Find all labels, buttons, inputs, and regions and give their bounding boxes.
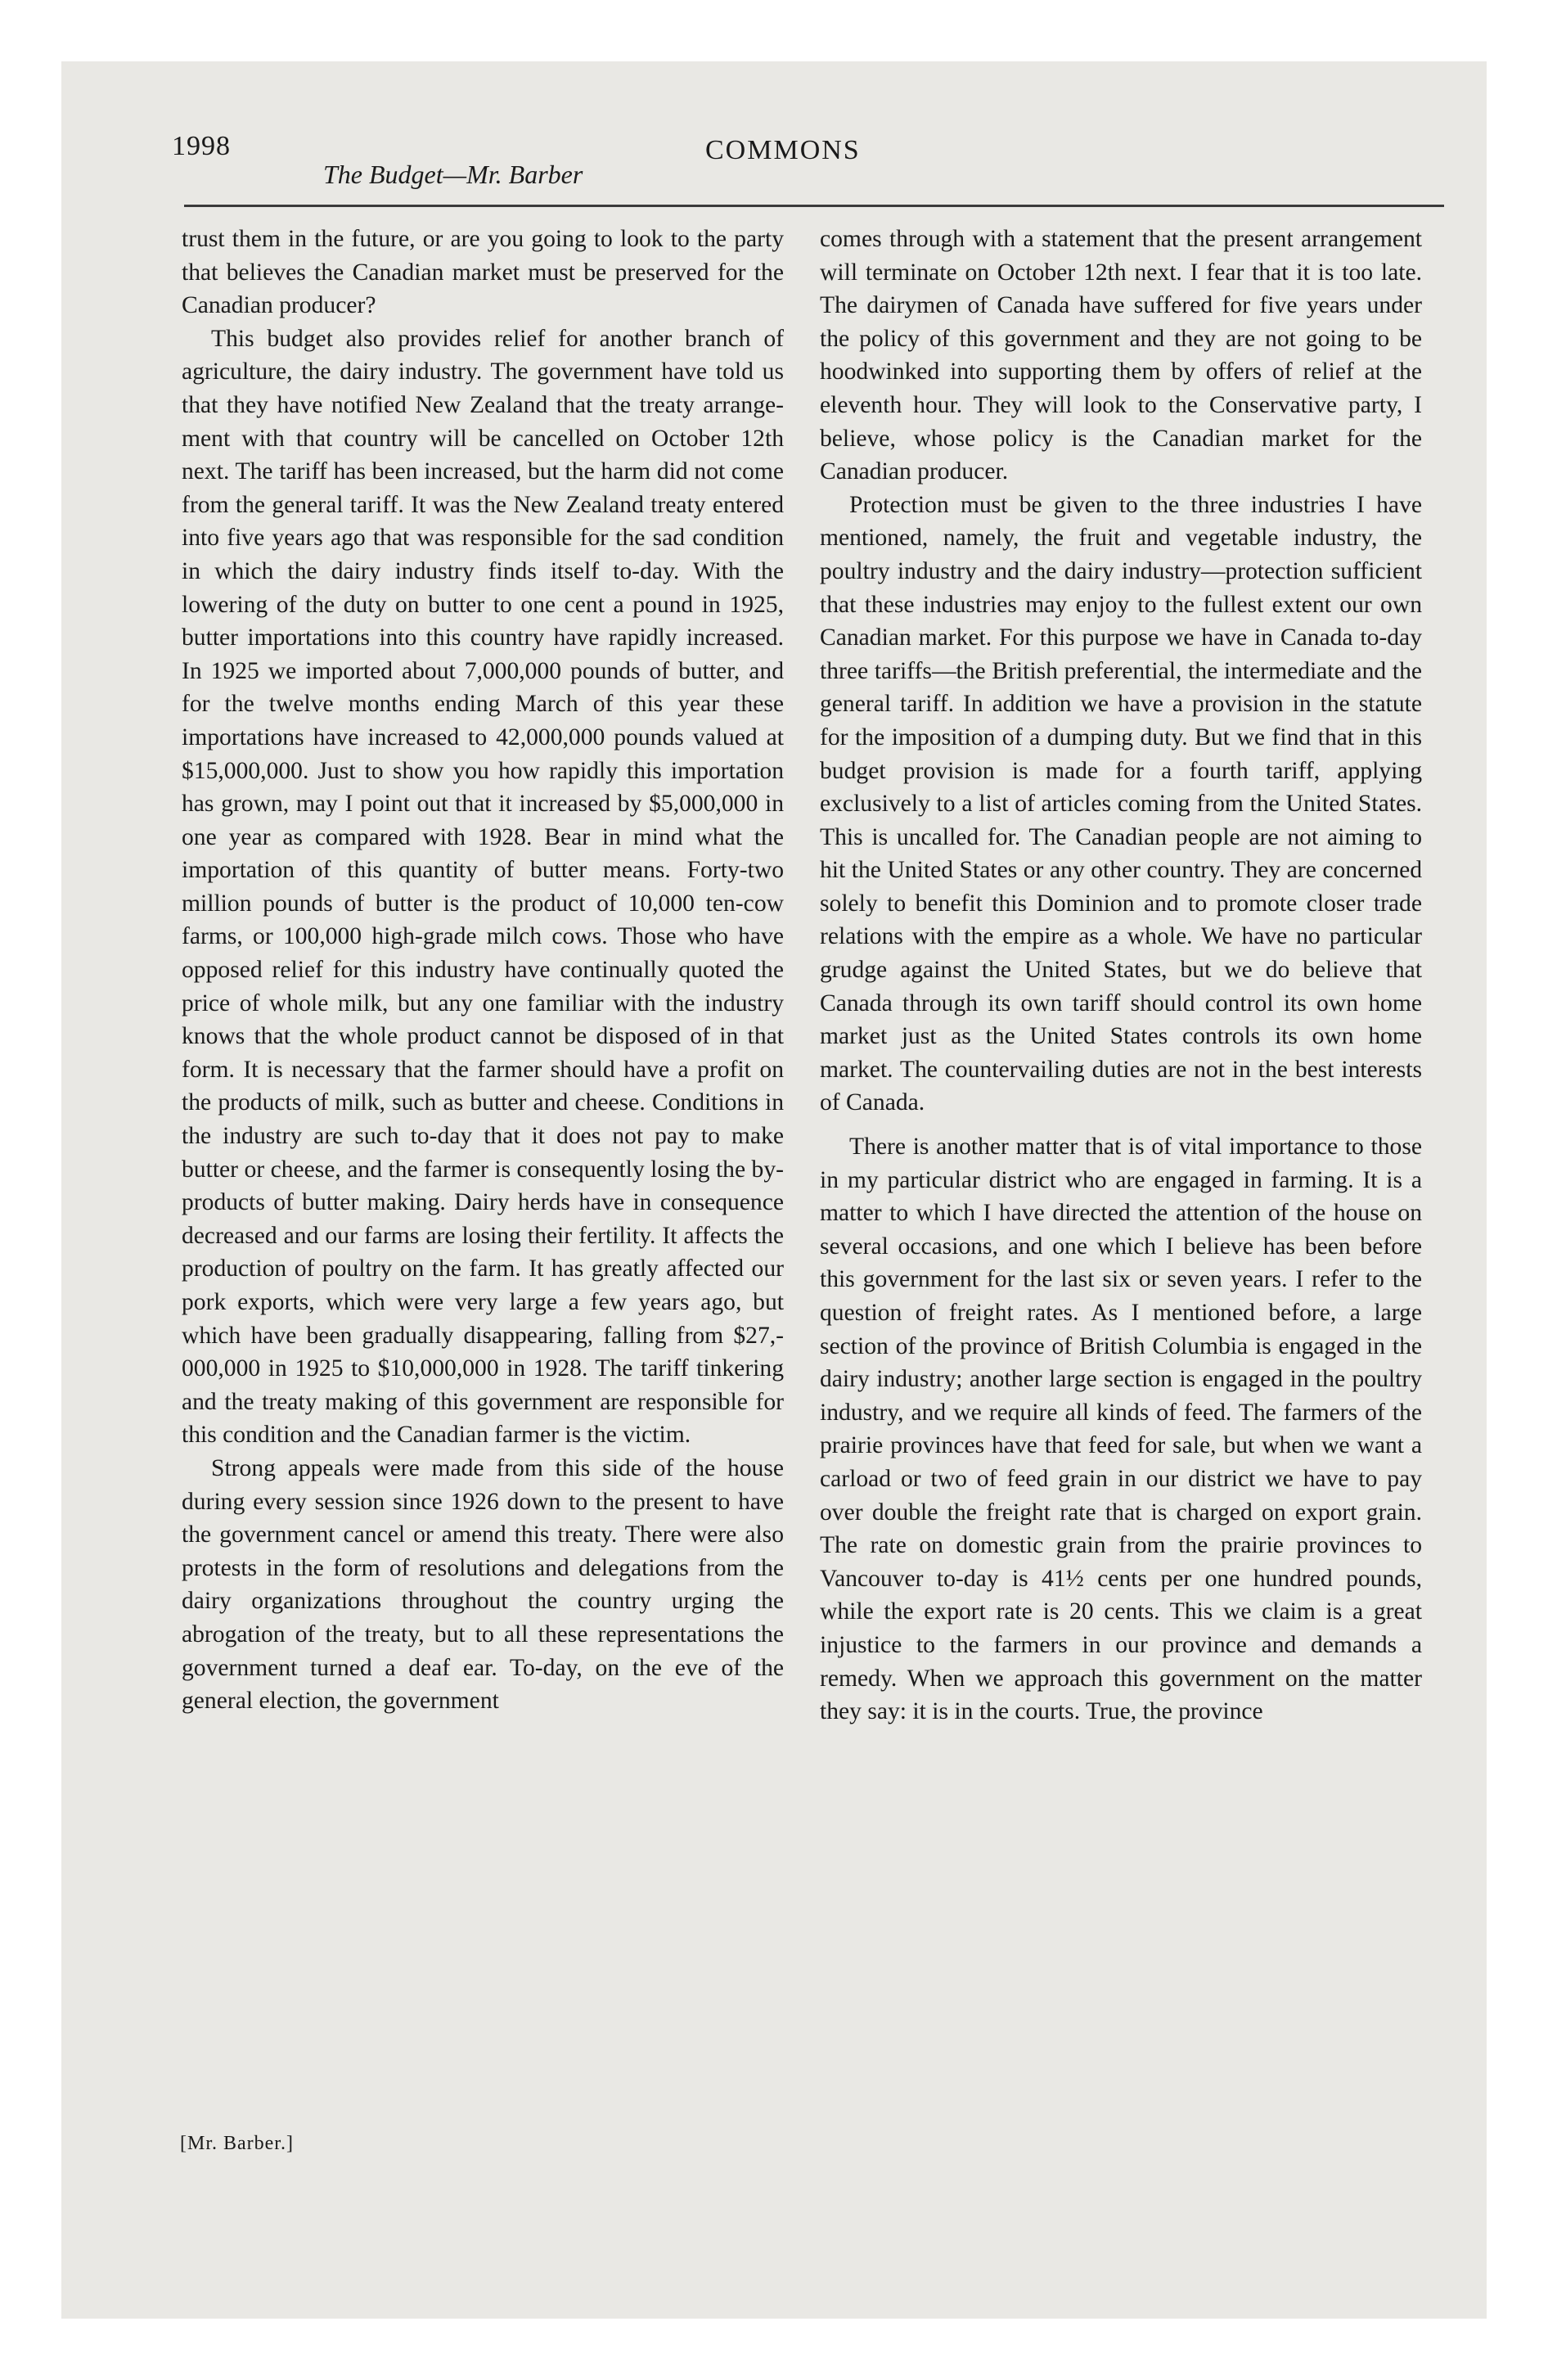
left-column — [182, 223, 784, 1718]
speaker-note: [Mr. Barber.] — [180, 2133, 294, 2154]
left-paragraph-1: trust them in the future, or are you going to look to the party that believes the Canadian market must be preserved for the Canadian producer? — [182, 226, 784, 319]
right-paragraph-2: Protection must be given to the three industries I have mentioned, namely, the fruit and vegetable industry, the poultry industry and the dairy industry—protection sufficient that these industries may enjoy to the fullest extent our own Canadian market. For this purpose we have in Canada to-day three tariffs—the British preferential, the intermediate and the general tariff. In addition we have a provision in the statute for the imposition of a dumping duty. But we find that in this budget provision is made for a fourth tariff, applying exclusively to a list of articles coming from the United States. This is uncalled for. The Canadian people are not aiming to hit the United States or any other country. They are concerned solely to benefit this Dominion and to promote closer trade relations with the empire as a whole. We have no particular grudge against the United States, but we do believe that Canada through its own tariff should control its own home market just as the United States controls its own home market. The countervailing duties are not in the best interests of Canada. — [820, 491, 1422, 1116]
running-head: The Budget—Mr. Barber — [323, 160, 583, 189]
right-column — [820, 223, 1422, 1729]
left-paragraph-2: This budget also provides relief for another branch of agriculture, the dairy industry. The government have told us that they have notified New Zealand that the treaty arrangement with that country will be cancelled on October 12th next. The tariff has been increased, but the harm did not come from the general tariff. It was the New Zealand treaty entered into five years ago that was responsible for the sad condition in which the dairy industry finds itself to-day. With the lowering of the duty on butter to one cent a pound in 1925, butter importations into this country have rapidly increased. In 1925 we imported about 7,000,000 pounds of butter, and for the twelve months ending March of this year these importations have increased to 42,000,000 pounds valued at $15,000,000. Just to show you how rapidly this importation has grown, may I point out that it increased by $5,000,000 in one year as compared with 1928. Bear in mind what the importation of this quantity of butter means. Forty-two million pounds of butter is the product of 10,000 ten-cow farms, or 100,000 high-grade milch cows. Those who have opposed relief for this industry have continually quoted the price of whole milk, but any one familiar with the industry knows that the whole product cannot be disposed of in that form. It is necessary that the farmer should have a profit on the products of milk, such as butter and cheese. Conditions in the industry are such to-day that it does not pay to make butter or cheese, and the farmer is consequently losing the by-products of butter making. Dairy herds have in consequence decreased and our farms are losing their fertility. It affects the production of poultry on the farm. It has greatly affected our pork exports, which were very large a few years ago, but which have been gradually disappearing, falling from $27,000,000 in 1925 to $10,000,000 in 1928. The tariff tinkering and the treaty making of this government are responsible for this condition and the Canadian farmer is the victim. — [182, 325, 784, 1449]
chamber-title: COMMONS — [705, 135, 861, 165]
right-paragraph-3: There is another matter that is of vital importance to those in my particular district who are engaged in farming. It is a matter to which I have directed the attention of the house on several occasions, and one which I believe has been before this government for the last six or seven years. I refer to the question of freight rates. As I mentioned before, a large section of the province of British Columbia is engaged in the dairy industry; another large section is engaged in the poultry industry, and we require all kinds of feed. The farmers of the prairie provinces have that feed for sale, but when we want a carload or two of feed grain in our district we have to pay over double the freight rate that is charged on export grain. The rate on domestic grain from the prairie provinces to Vancouver to-day is 41½ cents per one hundred pounds, while the export rate is 20 cents. This we claim is a great injustice to the farmers in our province and demands a remedy. When we approach this government on the matter they say: it is in the courts. True, the province — [820, 1134, 1422, 1725]
header-rule — [184, 205, 1444, 207]
left-paragraph-3: Strong appeals were made from this side of the house during every session since 1926 down to the present to have the government cancel or amend this treaty. There were also protests in the form of resolutions and delegations from the dairy organizations throughout the country urging the abrogation of the treaty, but to all these representations the government turned a deaf ear. To-day, on the eve of the general election, the government — [182, 1454, 784, 1715]
page-number: 1998 — [172, 131, 231, 161]
right-paragraph-1: comes through with a statement that the present arrangement will terminate on October 12th next. I fear that it is too late. The dairymen of Canada have suffered for five years under the policy of this government and they are not going to be hoodwinked into supporting them by offers of relief at the eleventh hour. They will look to the Conservative party, I believe, whose policy is the Canadian market for the Canadian producer. — [820, 226, 1422, 485]
